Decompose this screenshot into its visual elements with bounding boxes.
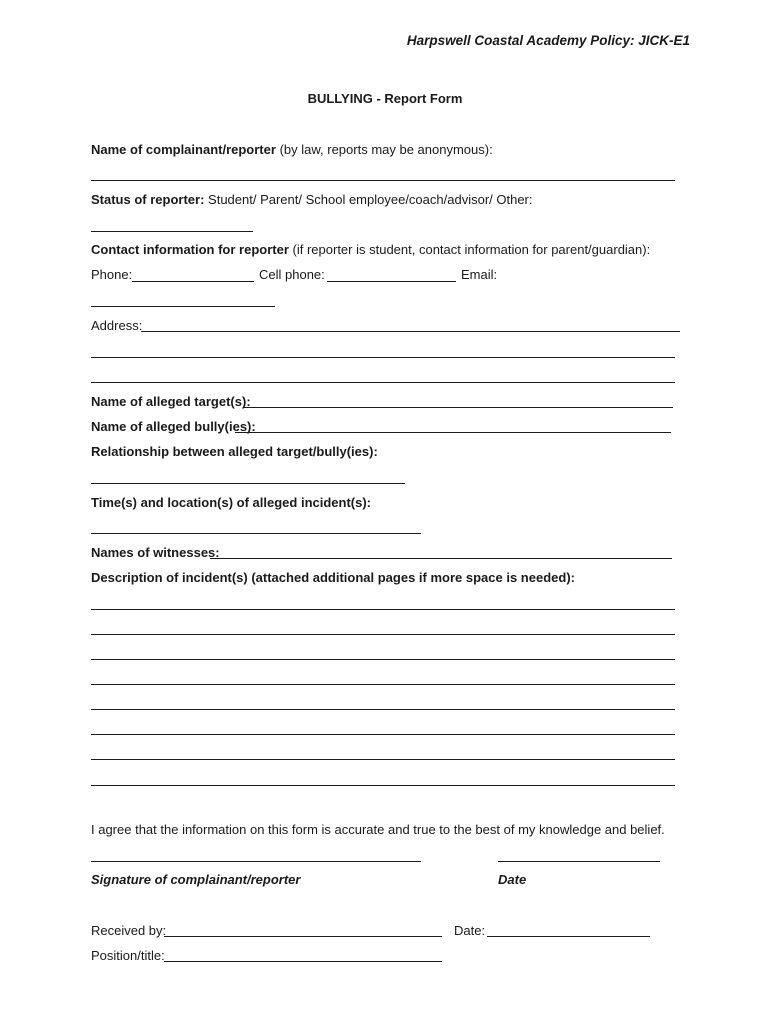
name-label: Name of complainant/reporter (91, 142, 276, 157)
received-by-line[interactable] (164, 936, 442, 937)
contact-row (91, 242, 650, 258)
form-title: BULLYING - Report Form (307, 91, 463, 106)
address-label: Address: (91, 318, 143, 333)
address-input-line[interactable] (91, 382, 675, 383)
target-label: Name of alleged target(s): (91, 394, 251, 409)
status-row (91, 192, 533, 208)
address-input-line[interactable] (141, 331, 680, 332)
time-location-label: Time(s) and location(s) of alleged incident(s): (91, 495, 372, 510)
status-options: Student/ Parent/ School employee/coach/advisor/ Other: (208, 192, 533, 207)
status-label: Status of reporter: (91, 192, 205, 207)
position-title-label: Position/title: (91, 948, 165, 963)
bully-input-line[interactable] (235, 432, 671, 433)
cell-label: Cell phone: (259, 267, 325, 282)
description-input-line[interactable] (91, 734, 675, 735)
name-input-line[interactable] (91, 180, 675, 181)
description-label: Description of incident(s) (attached additional pages if more space is needed): (91, 570, 575, 585)
signature-date-label: Date (498, 872, 527, 887)
name-row (91, 142, 493, 158)
agreement-text: I agree that the information on this form is accurate and true to the best of my knowledge and belief. (91, 822, 665, 837)
signature-date-line[interactable] (498, 861, 660, 862)
time-location-input-line[interactable] (91, 533, 421, 534)
description-input-line[interactable] (91, 709, 675, 710)
target-input-line[interactable] (243, 407, 673, 408)
description-input-line[interactable] (91, 759, 675, 760)
email-label: Email: (461, 267, 498, 282)
position-title-line[interactable] (164, 961, 442, 962)
contact-label: Contact information for reporter (91, 242, 289, 257)
received-by-label: Received by: (91, 923, 167, 938)
phone-label: Phone: (91, 267, 133, 282)
signature-label: Signature of complainant/reporter (91, 872, 301, 887)
cell-input-line[interactable] (327, 281, 456, 282)
relationship-label: Relationship between alleged target/bully(ies): (91, 444, 378, 459)
contact-note: (if reporter is student, contact information for parent/guardian): (292, 242, 651, 257)
description-input-line[interactable] (91, 684, 675, 685)
description-input-line[interactable] (91, 634, 675, 635)
witnesses-input-line[interactable] (210, 558, 672, 559)
name-note: (by law, reports may be anonymous): (279, 142, 493, 157)
signature-line[interactable] (91, 861, 421, 862)
relationship-input-line[interactable] (91, 483, 405, 484)
description-input-line[interactable] (91, 659, 675, 660)
policy-header: Harpswell Coastal Academy Policy: JICK-E1 (406, 33, 690, 48)
office-date-line[interactable] (487, 936, 650, 937)
office-date-label: Date: (454, 923, 486, 938)
description-input-line[interactable] (91, 785, 675, 786)
address-input-line[interactable] (91, 357, 675, 358)
description-input-line[interactable] (91, 609, 675, 610)
witnesses-label: Names of witnesses: (91, 545, 220, 560)
phone-input-line[interactable] (132, 281, 254, 282)
email-input-line[interactable] (91, 306, 275, 307)
bully-label: Name of alleged bully(ies): (91, 419, 256, 434)
status-other-line[interactable] (91, 231, 253, 232)
